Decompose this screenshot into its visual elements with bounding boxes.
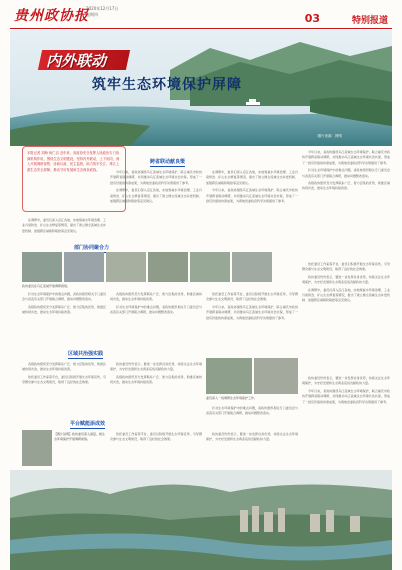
body-paragraph: 在调研中，委员们深入沿江各地，实地察看水环境治理、工业污染防治、矿山生态修复等情况，提出了建立健全流域生态补偿机制、加强跨区域联防联控等意见建议。	[110, 188, 202, 204]
body-paragraph: 各级政协组织充分发挥联系广泛、智力密集的优势，助推区域协同共治，推动生态环境持续改善。	[302, 181, 390, 191]
body-paragraph: 在调研中，委员们深入沿江各地，实地察看水环境治理、工业污染防治、矿山生态修复等情况，提出了建立健全流域生态补偿机制、加强跨区域联防联控等意见建议。	[206, 170, 298, 185]
photo-meeting-1	[22, 252, 62, 282]
body-column	[110, 432, 202, 468]
body-paragraph: 今年以来，省政协围绕乌江流域生态环境保护，联合重庆市政协开展跨省联动调研，共同推动乌江流域生态环境共治共保，形成了一批有价值的协商成果，为两地党委政府科学决策提供了参考。	[206, 188, 298, 204]
subhead-section-1: 跨省联动献良策	[150, 159, 186, 165]
photo-platform	[22, 430, 52, 466]
masthead	[0, 0, 402, 30]
body-paragraph: 今年以来，省政协围绕乌江流域生态环境保护，联合重庆市政协开展跨省联动调研，共同推动乌江流域生态环境共治共保，形成了一批有价值的协商成果，为两地党委政府科学决策提供了参考。	[302, 150, 390, 165]
photo-caption: 委员深入一线调研生态环境保护工作。	[206, 396, 258, 400]
body-paragraph: 今年以来，省政协围绕乌江流域生态环境保护，联合重庆市政协开展跨省联动调研，共同推动乌江流域生态环境共治共保，形成了一批有价值的协商成果，为两地党委政府科学决策提供了参考。	[206, 304, 298, 320]
body-paragraph: 依托委员工作室等平台，委员们积极开展生态环保宣传，引导群众参与生态文明建设，取得了良好的社会效果。	[206, 292, 298, 302]
photo-meeting-3	[106, 252, 146, 282]
body-column	[206, 170, 298, 232]
issue-date: 2020年12月17日	[86, 6, 119, 11]
lead-paragraph: 本报记者 刘海 杨仁洁 近年来，省政协充分发挥人民政协专门协商机构作用，围绕生态文明建设，坚持内外联动，上下协同，深入开展调研视察、协商议政、民主监督，助力筑牢长江、珠江上游生态安全屏障，推动守好发展和生态两条底线。	[22, 146, 126, 212]
body-paragraph: 各级政协组织充分发挥联系广泛、智力密集的优势，助推区域协同共治，推动生态环境持续改善。	[22, 362, 106, 372]
photo-caption: 政协委员在乌江流域开展调研视察。	[22, 284, 71, 288]
subhead-section-3: 区域共治强实践	[68, 351, 104, 357]
header-rule	[10, 28, 392, 29]
body-paragraph: 在调研中，委员们深入沿江各地，实地察看水环境治理、工业污染防治、矿山生态修复等情况，提出了建立健全流域生态补偿机制、加强跨区域联防联控等意见建议。	[22, 218, 106, 233]
headline: 筑牢生态环境保护屏障	[92, 77, 242, 93]
body-paragraph: 依托委员工作室等平台，委员们积极开展生态环保宣传，引导群众参与生态文明建设，取得了良好的社会效果。	[22, 374, 106, 385]
body-paragraph: 针对生态环境保护中的难点问题，省政协组织相关专门委员会与省直有关部门开展联合调研，推动问题整改落实。	[110, 304, 202, 315]
bottom-panorama-photo	[10, 470, 392, 570]
section-title: 特别报道	[351, 16, 388, 26]
photo-site-visit-1	[206, 358, 252, 394]
body-column	[206, 292, 298, 352]
body-paragraph: 政协委员纷纷表示，要进一步发挥自身优势，持续关注生态环境保护，为守好发展和生态两条底线贡献政协力量。	[302, 376, 390, 386]
body-paragraph: 针对生态环境保护中的难点问题，省政协组织相关专门委员会与省直有关部门开展联合调研，推动问题整改落实。	[302, 168, 390, 178]
body-column	[206, 432, 298, 468]
body-paragraph: 各级政协组织充分发挥联系广泛、智力密集的优势，助推区域协同共治，推动生态环境持续改善。	[110, 292, 202, 302]
body-paragraph: 今年以来，省政协围绕乌江流域生态环境保护，联合重庆市政协开展跨省联动调研，共同推动乌江流域生态环境共治共保，形成了一批有价值的协商成果，为两地党委政府科学决策提供了参考。	[302, 388, 390, 404]
page-number: 03	[304, 12, 320, 25]
body-column	[22, 292, 106, 352]
body-column	[302, 150, 390, 260]
body-paragraph: 在调研中，委员们深入沿江各地，实地察看水环境治理、工业污染防治、矿山生态修复等情况，提出了建立健全流域生态补偿机制、加强跨区域联防联控等意见建议。	[302, 287, 390, 303]
city-river-illustration	[10, 470, 392, 570]
body-paragraph: 针对生态环境保护中的难点问题，省政协组织相关专门委员会与省直有关部门开展联合调研，推动问题整改落实。	[22, 292, 106, 302]
body-paragraph: 各级政协组织充分发挥联系广泛、智力密集的优势，助推区域协同共治，推动生态环境持续改善。	[22, 304, 106, 315]
body-paragraph: 政协委员纷纷表示，要进一步发挥自身优势，持续关注生态环境保护，为守好发展和生态两条底线贡献政协力量。	[206, 432, 298, 442]
photo-meeting-6	[232, 252, 272, 282]
photo-site-visit-2	[254, 358, 298, 394]
photo-credit: 图片来源：网络	[317, 134, 342, 138]
body-paragraph: 依托委员工作室等平台，委员们积极开展生态环保宣传，引导群众参与生态文明建设，取得了良好的社会效果。	[110, 432, 202, 442]
body-column	[302, 376, 390, 466]
photo-meeting-4	[148, 252, 188, 282]
photo-caption: 【图片说明】政协委员深入基层，就生态环境保护开展调研视察。	[54, 432, 106, 441]
subhead-section-4: 平台赋能添成效	[70, 421, 106, 427]
body-column	[110, 170, 202, 232]
issue-weekday: 星期四	[86, 12, 98, 17]
subhead-section-2: 部门协同聚合力	[74, 245, 110, 251]
body-paragraph: 今年以来，省政协围绕乌江流域生态环境保护，联合重庆市政协开展跨省联动调研，共同推动乌江流域生态环境共治共保，形成了一批有价值的协商成果，为两地党委政府科学决策提供了参考。	[110, 170, 202, 185]
body-column	[22, 362, 106, 422]
kicker-title: 内外联动	[46, 52, 107, 70]
body-column	[110, 362, 202, 422]
body-paragraph: 针对生态环境保护中的难点问题，省政协组织相关专门委员会与省直有关部门开展联合调研，推动问题整改落实。	[206, 406, 298, 416]
body-paragraph: 依托委员工作室等平台，委员们积极开展生态环保宣传，引导群众参与生态文明建设，取得了良好的社会效果。	[302, 262, 390, 272]
body-column	[110, 292, 202, 352]
newspaper-logo: 贵州政协报	[14, 8, 89, 24]
photo-meeting-2	[64, 252, 104, 282]
photo-meeting-5	[190, 252, 230, 282]
body-paragraph: 各级政协组织充分发挥联系广泛、智力密集的优势，助推区域协同共治，推动生态环境持续改善。	[110, 374, 202, 385]
body-column	[22, 218, 106, 238]
body-paragraph: 政协委员纷纷表示，要进一步发挥自身优势，持续关注生态环境保护，为守好发展和生态两条底线贡献政协力量。	[302, 274, 390, 285]
body-column	[302, 262, 390, 372]
body-column	[206, 406, 298, 426]
body-paragraph: 政协委员纷纷表示，要进一步发挥自身优势，持续关注生态环境保护，为守好发展和生态两条底线贡献政协力量。	[110, 362, 202, 372]
dateline	[86, 6, 118, 18]
